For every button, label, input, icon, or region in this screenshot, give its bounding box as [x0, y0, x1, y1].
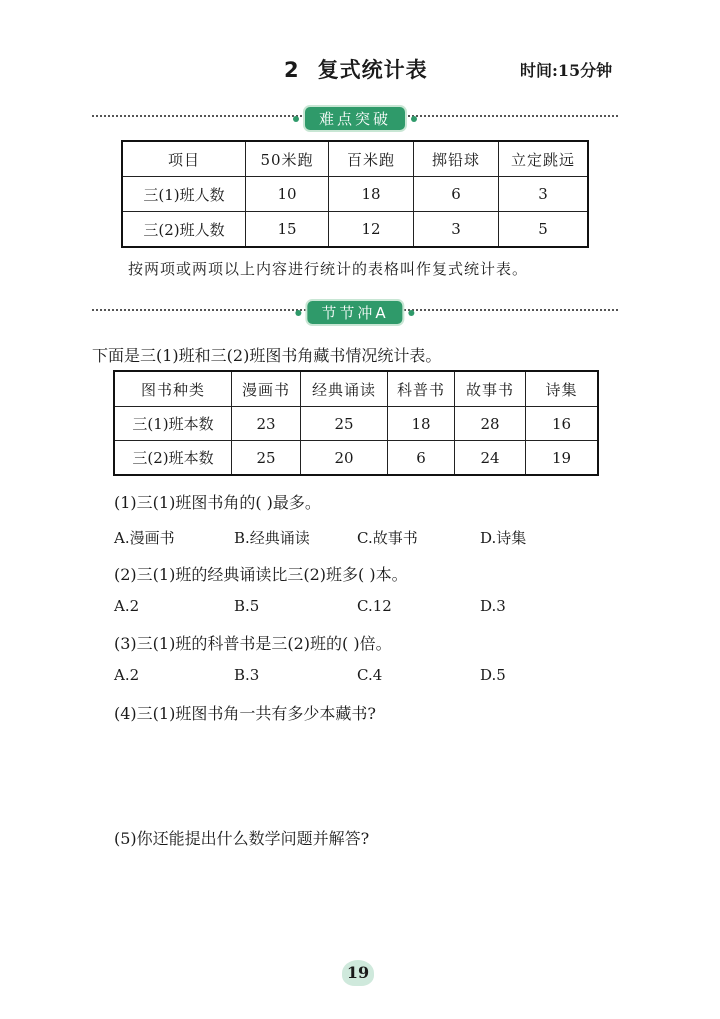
- question-3-option-a[interactable]: A.2: [114, 666, 140, 684]
- question-1-option-c[interactable]: C.故事书: [357, 529, 418, 547]
- table-cell: 12: [329, 212, 414, 247]
- table-header-cell: 百米跑: [329, 142, 414, 177]
- table-header-cell: 诗集: [526, 372, 598, 407]
- question-1-option-d[interactable]: D.诗集: [480, 529, 527, 547]
- table-row: [115, 441, 598, 475]
- section-header-practice: [92, 296, 618, 324]
- table-cell: 3: [499, 177, 588, 212]
- table-header-cell: 图书种类: [115, 372, 232, 407]
- question-3: (3)三(1)班的科普书是三(2)班的( )倍。: [114, 634, 392, 653]
- question-2-option-b[interactable]: B.5: [234, 597, 260, 615]
- table-cell: 25: [301, 407, 388, 441]
- question-2-option-c[interactable]: C.12: [357, 597, 392, 615]
- table-cell: 三(1)班人数: [123, 177, 246, 212]
- problem-intro: 下面是三(1)班和三(2)班图书角藏书情况统计表。: [92, 346, 442, 365]
- table-cell: 23: [232, 407, 301, 441]
- table-header-cell: 立定跳远: [499, 142, 588, 177]
- table-cell: 6: [414, 177, 499, 212]
- table-header-cell: 项目: [123, 142, 246, 177]
- definition-note: 按两项或两项以上内容进行统计的表格叫作复式统计表。: [128, 260, 529, 278]
- table-row: [115, 407, 598, 441]
- table-cell: 28: [455, 407, 526, 441]
- table-header-cell: 经典诵读: [301, 372, 388, 407]
- lesson-title-text: 复式统计表: [317, 58, 428, 82]
- table-cell: 20: [301, 441, 388, 475]
- table-cell: 18: [388, 407, 455, 441]
- lesson-number: 2: [284, 58, 300, 82]
- table-cell: 19: [526, 441, 598, 475]
- table-header-cell: 科普书: [388, 372, 455, 407]
- table-header-cell: 50米跑: [246, 142, 329, 177]
- question-2: (2)三(1)班的经典诵读比三(2)班多( )本。: [114, 565, 408, 584]
- table-row: [123, 177, 588, 212]
- table-cell: 16: [526, 407, 598, 441]
- books-table: [114, 371, 598, 475]
- table-cell: 24: [455, 441, 526, 475]
- question-3-option-d[interactable]: D.5: [480, 666, 506, 684]
- question-1-option-b[interactable]: B.经典诵读: [234, 529, 310, 547]
- question-3-option-b[interactable]: B.3: [234, 666, 260, 684]
- table-cell: 18: [329, 177, 414, 212]
- question-2-option-d[interactable]: D.3: [480, 597, 506, 615]
- time-limit: 时间:15分钟: [520, 61, 613, 80]
- table-cell: 三(2)班本数: [115, 441, 232, 475]
- question-5: (5)你还能提出什么数学问题并解答?: [114, 829, 370, 848]
- table-header-cell: 漫画书: [232, 372, 301, 407]
- table-cell: 6: [388, 441, 455, 475]
- table-cell: 5: [499, 212, 588, 247]
- table-cell: 25: [232, 441, 301, 475]
- table-header-cell: 掷铅球: [414, 142, 499, 177]
- table-header-row: [123, 142, 588, 177]
- table-cell: 三(1)班本数: [115, 407, 232, 441]
- question-3-option-c[interactable]: C.4: [357, 666, 383, 684]
- section-header-difficulty: [92, 102, 618, 130]
- table-header-cell: 故事书: [455, 372, 526, 407]
- section-badge-practice: 节节冲A: [305, 299, 404, 326]
- question-4: (4)三(1)班图书角一共有多少本藏书?: [114, 704, 376, 723]
- table-cell: 10: [246, 177, 329, 212]
- question-2-option-a[interactable]: A.2: [114, 597, 140, 615]
- sports-table: [122, 141, 588, 247]
- table-header-row: [115, 372, 598, 407]
- page-number: 19: [342, 960, 374, 986]
- question-1-option-a[interactable]: A.漫画书: [114, 529, 175, 547]
- table-cell: 15: [246, 212, 329, 247]
- table-cell: 3: [414, 212, 499, 247]
- lesson-title: [284, 54, 428, 84]
- table-row: [123, 212, 588, 247]
- section-badge-difficulty: 难点突破: [303, 105, 407, 132]
- question-1: (1)三(1)班图书角的( )最多。: [114, 493, 321, 512]
- table-cell: 三(2)班人数: [123, 212, 246, 247]
